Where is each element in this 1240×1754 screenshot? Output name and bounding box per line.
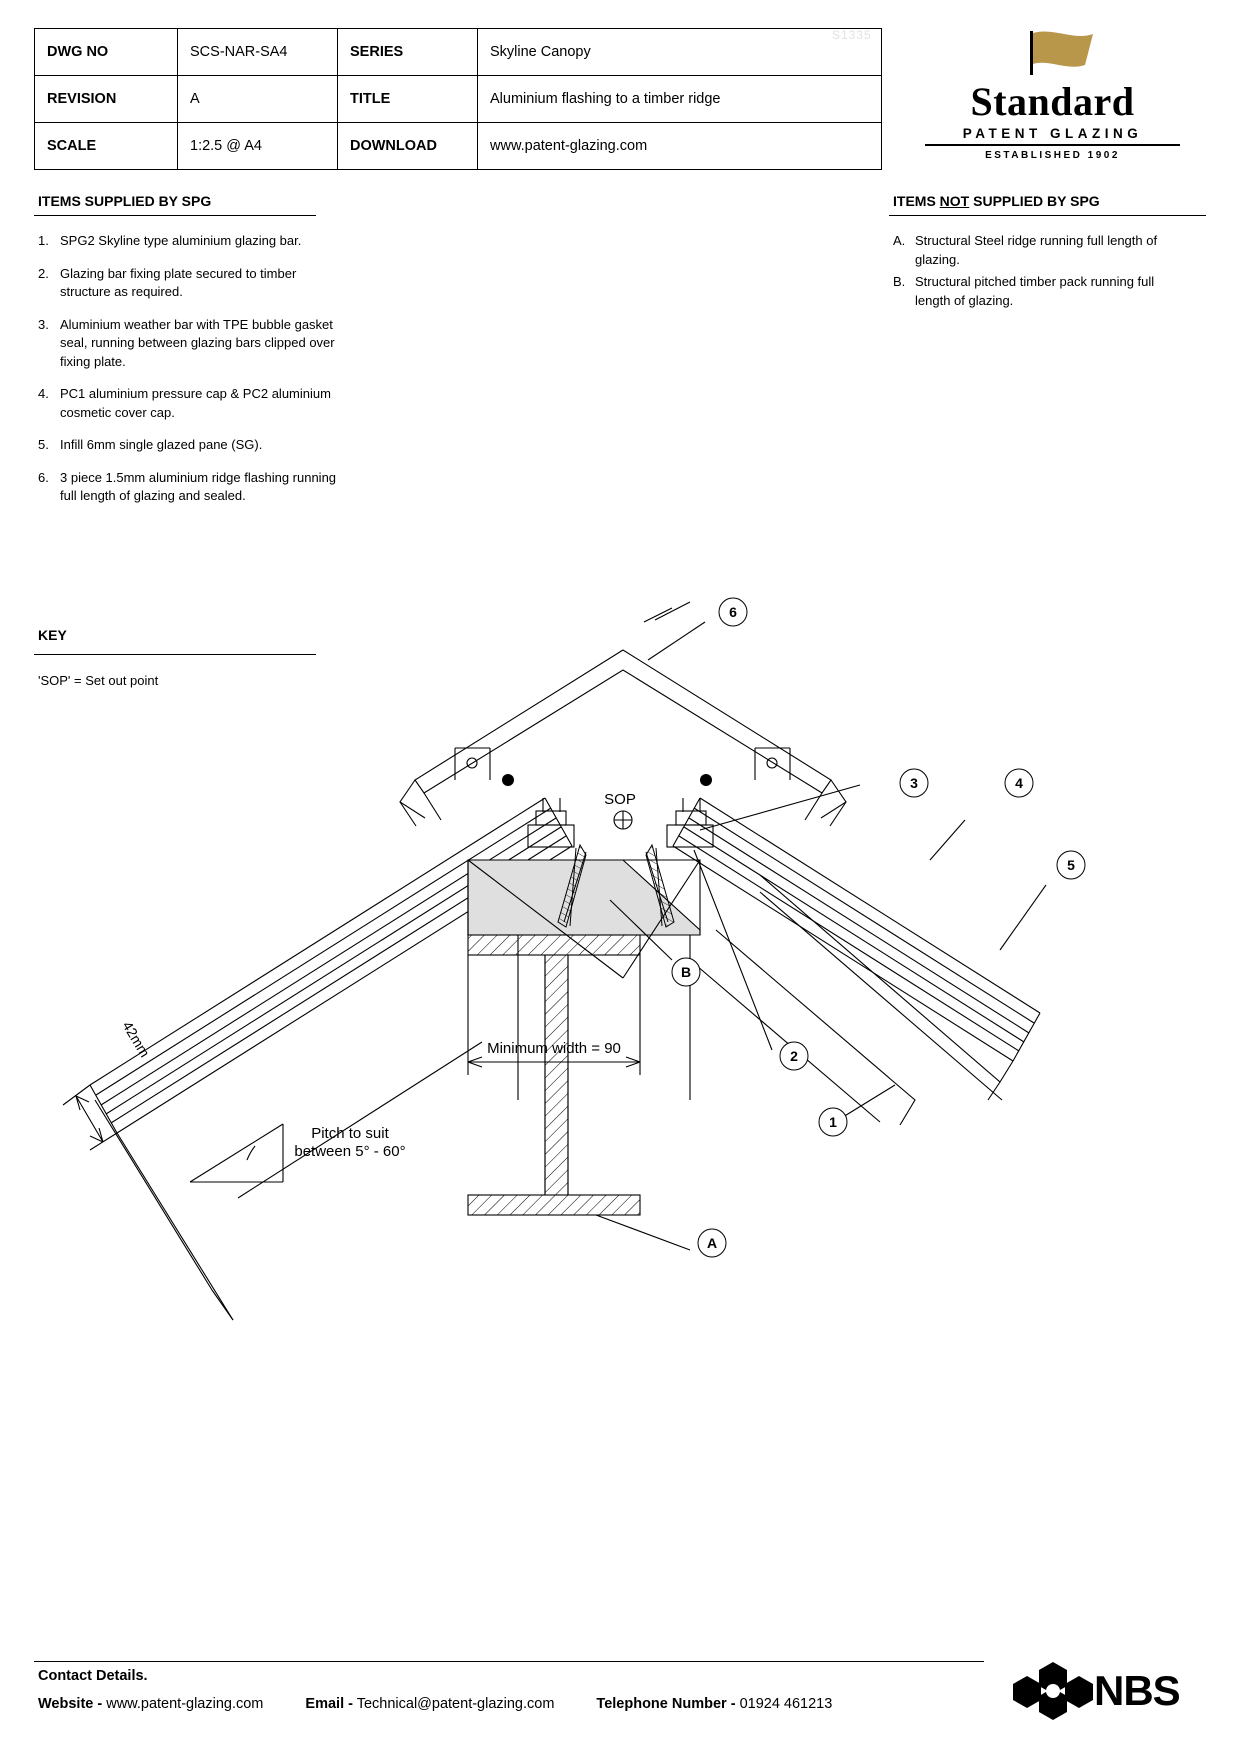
dwg-no-value: SCS-NAR-SA4 xyxy=(178,29,338,76)
callout-6 xyxy=(719,598,747,626)
technical-drawing xyxy=(0,604,1240,1420)
contact-details-heading: Contact Details. xyxy=(38,1668,148,1684)
series-value: Skyline Canopy xyxy=(478,29,882,76)
list-item-label: PC1 aluminium pressure cap & PC2 aluminium cosmetic cover cap. xyxy=(60,386,331,420)
not-supplied-heading-not: NOT xyxy=(939,193,970,209)
telephone-value[interactable]: 01924 461213 xyxy=(739,1696,833,1712)
not-supplied-heading-part1: ITEMS xyxy=(893,193,940,209)
list-item xyxy=(893,273,1183,310)
logo-subtitle: PATENT GLAZING xyxy=(925,124,1180,146)
not-supplied-list xyxy=(893,232,1183,324)
table-row xyxy=(35,76,882,123)
callout-A xyxy=(698,1229,726,1257)
list-item xyxy=(38,385,338,422)
email-label: Email - xyxy=(305,1696,353,1712)
key-heading: KEY xyxy=(38,627,67,643)
list-item-label: Structural pitched timber pack running full length of glazing. xyxy=(915,274,1155,308)
list-item-label: Glazing bar fixing plate secured to timber structure as required. xyxy=(60,265,297,299)
logo-established: ESTABLISHED 1902 xyxy=(985,150,1120,161)
download-label: DOWNLOAD xyxy=(338,123,478,170)
list-item-number: 3. xyxy=(38,316,49,332)
title-label: TITLE xyxy=(338,76,478,123)
list-item-number: 5. xyxy=(38,437,49,452)
list-item-label: Infill 6mm single glazed pane (SG). xyxy=(60,437,263,452)
list-item-number: 2. xyxy=(38,265,49,281)
thickness-dimension: 42mm xyxy=(119,1018,154,1060)
not-supplied-heading-part2: SUPPLIED BY SPG xyxy=(969,193,1100,209)
website-value[interactable]: www.patent-glazing.com xyxy=(106,1696,264,1712)
callout-label: 3 xyxy=(910,775,918,791)
revision-value: A xyxy=(178,76,338,123)
not-supplied-divider xyxy=(889,215,1206,216)
scale-value: 1:2.5 @ A4 xyxy=(178,123,338,170)
list-item xyxy=(38,316,338,372)
revision-label: REVISION xyxy=(35,76,178,123)
download-value[interactable]: www.patent-glazing.com xyxy=(478,123,882,170)
title-value: Aluminium flashing to a timber ridge xyxy=(478,76,882,123)
width-dimension: Minimum width = 90 xyxy=(487,1040,621,1057)
email-value[interactable]: Technical@patent-glazing.com xyxy=(356,1696,555,1712)
callout-label: 4 xyxy=(1015,775,1023,791)
callout-label: 5 xyxy=(1067,857,1075,873)
key-text: 'SOP' = Set out point xyxy=(38,673,159,688)
callout-label: 2 xyxy=(790,1048,798,1064)
callout-4 xyxy=(1005,769,1033,797)
list-item xyxy=(893,232,1183,269)
scale-label: SCALE xyxy=(35,123,178,170)
watermark-code: S1335 xyxy=(832,28,872,42)
callout-1 xyxy=(819,1108,847,1136)
callout-3 xyxy=(900,769,928,797)
list-item xyxy=(38,436,338,455)
callout-label: A xyxy=(706,1235,718,1251)
dwg-no-label: DWG NO xyxy=(35,29,178,76)
list-item-label: Aluminium weather bar with TPE bubble gasket seal, running between glazing bars clipped over fixing plate. xyxy=(60,316,335,369)
list-item-number: B. xyxy=(893,274,906,289)
callout-label: 6 xyxy=(729,604,737,620)
footer-divider xyxy=(34,1661,984,1662)
not-supplied-heading xyxy=(893,193,1100,209)
list-item-label: SPG2 Skyline type aluminium glazing bar. xyxy=(60,233,302,248)
table-row xyxy=(35,123,882,170)
callout-5 xyxy=(1057,851,1085,879)
list-item-label: 3 piece 1.5mm aluminium ridge flashing running full length of glazing and sealed. xyxy=(60,469,337,503)
supplied-list xyxy=(38,232,338,520)
pitch-note-line2: between 5° - 60° xyxy=(294,1143,406,1160)
list-item-number: 4. xyxy=(38,386,49,401)
list-item-number: 1. xyxy=(38,233,49,248)
list-item-label: Structural Steel ridge running full length of glazing. xyxy=(915,233,1158,267)
list-item xyxy=(38,469,338,506)
list-item xyxy=(38,232,338,251)
series-label: SERIES xyxy=(338,29,478,76)
callout-label: B xyxy=(680,964,692,980)
title-block xyxy=(34,28,882,170)
table-row xyxy=(35,29,882,76)
callout-label: 1 xyxy=(829,1114,837,1130)
website-label: Website - xyxy=(38,1696,103,1712)
flag-icon xyxy=(925,25,1180,80)
callout-2 xyxy=(780,1042,808,1070)
supplied-heading: ITEMS SUPPLIED BY SPG xyxy=(38,193,212,209)
supplied-divider xyxy=(34,215,316,216)
logo-name: Standard xyxy=(970,79,1135,124)
list-item-number: A. xyxy=(893,233,906,248)
callout-B xyxy=(672,958,700,986)
list-item-number: 6. xyxy=(38,469,49,485)
nbs-logo xyxy=(1022,1660,1180,1722)
telephone-label: Telephone Number - xyxy=(596,1696,736,1712)
nbs-mark-icon xyxy=(1022,1660,1084,1722)
pitch-note-line1: Pitch to suit xyxy=(311,1125,389,1142)
footer-contact-row xyxy=(38,1696,988,1712)
list-item xyxy=(38,265,338,302)
company-logo xyxy=(925,25,1180,165)
nbs-wordmark: NBS xyxy=(1094,1667,1180,1714)
sop-label: SOP xyxy=(604,791,636,808)
